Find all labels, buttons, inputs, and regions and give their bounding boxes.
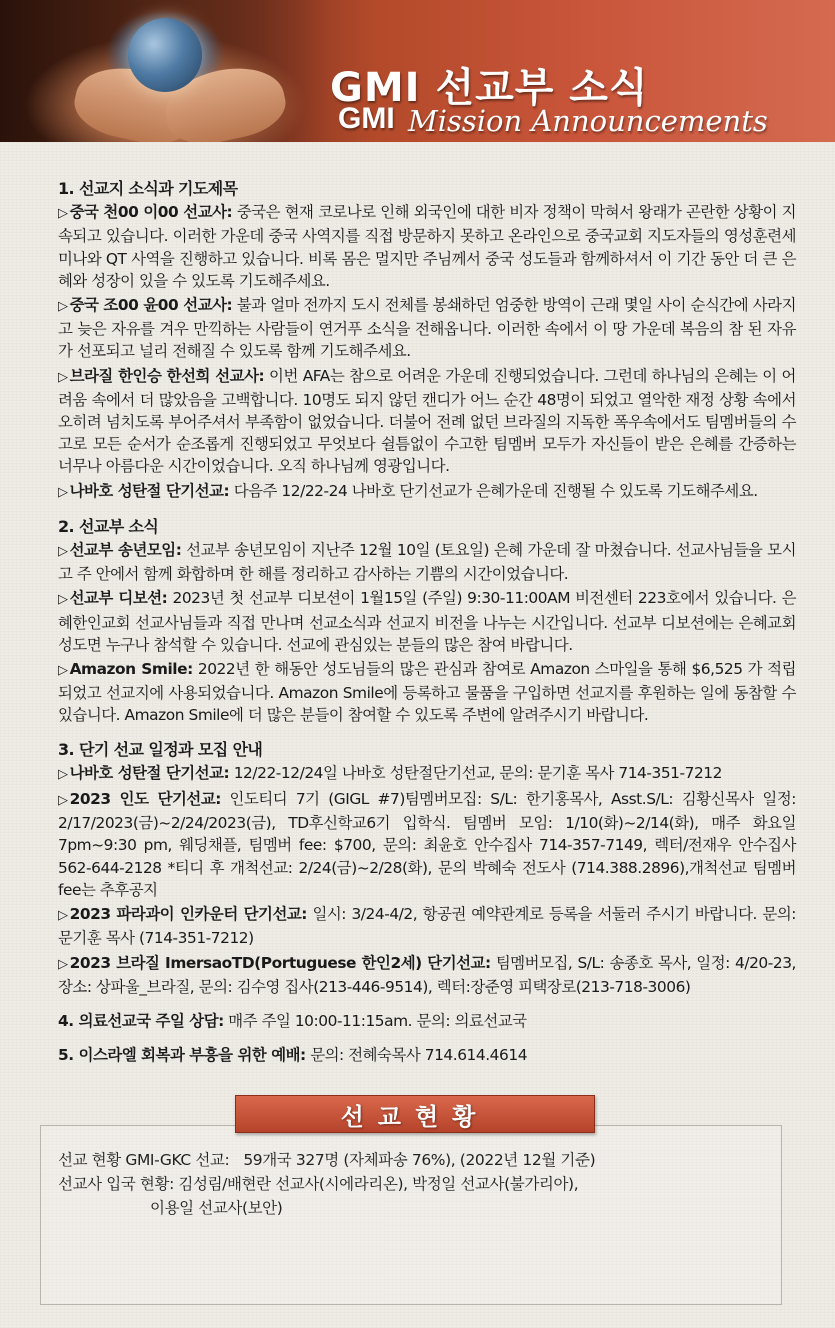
status-label: 선교사 입국 현황: bbox=[58, 1175, 174, 1193]
triangle-bullet-icon: ▷ bbox=[58, 766, 68, 782]
list-item bbox=[58, 952, 796, 998]
medical-consultation-line bbox=[58, 1010, 796, 1032]
mission-status-text bbox=[58, 1148, 778, 1220]
mission-status-tab bbox=[235, 1095, 595, 1133]
item-title: 선교부 디보션: bbox=[69, 589, 168, 608]
triangle-bullet-icon: ▷ bbox=[58, 299, 68, 315]
section-heading: 5. 이스라엘 회복과 부흥을 위한 예배: bbox=[58, 1046, 306, 1065]
item-text: 인도티디 7기 (GIGL #7)팀멤버모집: S/L: 한기홍목사, Asst.S/L: 김황신목사 일정: 2/17/2023(금)~2/24/2023(금), TD후신학교6기 입학식. 팀멤버 모임: 1/10(화)~2/14(화), 매주 화요일 7pm~9:30 pm, 웨딩채플, 팀멤버 fee: $700, 문의: 최윤호 안수집사 714-357-7149, 렉터/전재우 안수집사 562-644-2128 *티디 후 개척선교: 2/24(금)~2/28(화), 문의 박혜숙 전도사 (714.388.2896),개척선교 팀멤버fee는 추후공지 bbox=[58, 790, 796, 899]
item-text: 불과 얼마 전까지 도시 전체를 봉쇄하던 엄중한 방역이 근래 몇일 사이 순식간에 사라지고 늦은 자유를 겨우 만끽하는 사람들이 연거푸 소식을 전해옵니다. 이러한 속에서 이 땅 가운데 복음의 참 된 자유가 선포되고 널리 전해질 수 있도록 함께 기도해주세요. bbox=[58, 296, 796, 361]
status-line-1 bbox=[58, 1148, 778, 1172]
status-line-3 bbox=[58, 1196, 778, 1220]
mission-status-tab-label: 선교현황 bbox=[340, 1102, 490, 1131]
item-text: 2023년 첫 선교부 디보션이 1월15일 (주일) 9:30-11:00AM 비전센터 223호에서 있습니다. 은혜한인교회 선교사님들과 직접 만나며 선교소식과 선교지 비전을 나누는 시간입니다. 선교부 디보션에는 은혜교회 성도면 누구나 참석할 수 있습니다. 선교에 관심있는 분들의 많은 참여 바랍니다. bbox=[58, 589, 796, 654]
item-title: 2023 브라질 ImersaoTD(Portuguese 한인2세) 단기선교: bbox=[69, 953, 491, 972]
globe-icon bbox=[128, 18, 202, 92]
list-item bbox=[58, 658, 796, 727]
section-heading: 4. 의료선교국 주일 상담: bbox=[58, 1011, 224, 1030]
section-heading: 2. 선교부 소식 bbox=[58, 516, 159, 536]
section-heading: 3. 단기 선교 일정과 모집 안내 bbox=[58, 739, 263, 759]
item-text: 다음주 12/22-24 나바호 단기선교가 은혜가운데 진행될 수 있도록 기도해주세요. bbox=[229, 481, 758, 500]
list-item bbox=[58, 788, 796, 901]
triangle-bullet-icon: ▷ bbox=[58, 908, 68, 924]
list-item bbox=[58, 587, 796, 656]
hands-globe-image bbox=[0, 0, 330, 142]
header-banner bbox=[0, 0, 835, 142]
triangle-bullet-icon: ▷ bbox=[58, 592, 68, 608]
page-title: GMI 선교부 소식 bbox=[330, 65, 649, 111]
triangle-bullet-icon: ▷ bbox=[58, 663, 68, 679]
status-value: 59개국 327명 (자체파송 76%), (2022년 12월 기준) bbox=[243, 1151, 596, 1169]
status-label: 선교 현황 GMI-GKC 선교: bbox=[58, 1151, 230, 1169]
item-title: 2023 파라과이 인카운터 단기선교: bbox=[69, 905, 308, 924]
item-text: 중국은 현재 코로나로 인해 외국인에 대한 비자 정책이 막혀서 왕래가 곤란한 상황이 지속되고 있습니다. 이러한 가운데 중국 사역지를 직접 방문하지 못하고 온라인으로 중국교회 지도자들의 영성훈련세미나와 QT 사역을 진행하고 있습니다. 비록 몸은 멀지만 주님께서 중국 성도들과 함께하셔서 이 기간 동안 더 큰 은혜와 성장이 있을 수 있도록 기도해주세요. bbox=[58, 203, 796, 290]
item-title: 중국 조00 윤00 선교사: bbox=[69, 296, 233, 315]
list-item bbox=[58, 480, 796, 504]
announcement-body bbox=[58, 178, 796, 1066]
page-subtitle-prefix: GMI bbox=[338, 102, 395, 135]
triangle-bullet-icon: ▷ bbox=[58, 956, 68, 972]
item-title: 2023 인도 단기선교: bbox=[69, 790, 221, 809]
triangle-bullet-icon: ▷ bbox=[58, 484, 68, 500]
israel-worship-line bbox=[58, 1044, 796, 1066]
triangle-bullet-icon: ▷ bbox=[58, 544, 68, 560]
item-title: 선교부 송년모임: bbox=[69, 541, 182, 560]
item-title: 브라질 한인승 한선희 선교사: bbox=[69, 366, 265, 385]
item-title: 나바호 성탄절 단기선교: bbox=[69, 763, 230, 782]
item-text: 팀멤버모집, S/L: 송종호 목사, 일정: 4/20-23, 장소: 상파울_브라질, 문의: 김수영 집사(213-446-9514), 렉터:장준영 피택장로(213-718-3006) bbox=[58, 953, 796, 996]
item-text: 일시: 3/24-4/2, 항공권 예약관계로 등록을 서둘러 주시기 바랍니다. 문의: 문기훈 목사 (714-351-7212) bbox=[58, 905, 796, 948]
section-heading: 1. 선교지 소식과 기도제목 bbox=[58, 179, 238, 198]
triangle-bullet-icon: ▷ bbox=[58, 793, 68, 809]
status-line-2 bbox=[58, 1172, 778, 1196]
item-text: 문의: 전혜숙목사 714.614.4614 bbox=[305, 1046, 528, 1065]
triangle-bullet-icon: ▷ bbox=[58, 206, 68, 222]
item-text: 2022년 한 해동안 성도님들의 많은 관심과 참여로 Amazon 스마일을 통해 $6,525 가 적립되었고 선교지에 사용되었습니다. Amazon Smile에 등록하고 물품을 구입하면 선교지를 후원하는 일에 동참할 수 있습니다. Amazon Smile에 더 많은 분들이 참여할 수 있도록 주변에 알려주시기 바랍니다. bbox=[58, 660, 796, 725]
list-item bbox=[58, 201, 796, 292]
status-value: 김성림/배현란 선교사(시에라리온), 박정일 선교사(불가리아), bbox=[178, 1175, 579, 1193]
list-item bbox=[58, 539, 796, 585]
list-item bbox=[58, 294, 796, 363]
page-subtitle-script: Mission Announcements bbox=[408, 104, 768, 138]
status-value: 이용일 선교사(보안) bbox=[150, 1199, 283, 1217]
list-item bbox=[58, 903, 796, 949]
item-title: Amazon Smile: bbox=[69, 660, 193, 679]
triangle-bullet-icon: ▷ bbox=[58, 369, 68, 385]
item-title: 나바호 성탄절 단기선교: bbox=[69, 481, 230, 500]
list-item bbox=[58, 762, 796, 786]
item-text: 이번 AFA는 참으로 어려운 가운데 진행되었습니다. 그런데 하나님의 은혜는 이 어려움 속에서 더 많았음을 고백합니다. 10명도 되지 않던 캔디가 어느 순간 48명이 되었고 열악한 재정 상황 속에서 오히려 넘치도록 부어주셔서 부족함이 없었습니다. 더불어 전례 없던 브라질의 지독한 폭우속에서도 팀멤버들의 수고로 모든 순서가 순조롭게 진행되었고 무엇보다 쉴틈없이 수고한 팀멤버 모두가 자신들이 받은 은혜를 간증하는 너무나 아름다운 시간이었습니다. 오직 하나님께 영광입니다. bbox=[58, 366, 796, 476]
item-title: 중국 천00 이00 선교사: bbox=[69, 203, 233, 222]
item-text: 12/22-12/24일 나바호 성탄절단기선교, 문의: 문기훈 목사 714-351-7212 bbox=[229, 763, 722, 782]
item-text: 매주 주일 10:00-11:15am. 문의: 의료선교국 bbox=[223, 1011, 527, 1030]
item-text: 선교부 송년모임이 지난주 12월 10일 (토요일) 은혜 가운데 잘 마쳤습니다. 선교사님들을 모시고 주 안에서 함께 화합하며 한 해를 정리하고 감사하는 기쁨의 시간이었습니다. bbox=[58, 541, 796, 584]
list-item bbox=[58, 365, 796, 478]
